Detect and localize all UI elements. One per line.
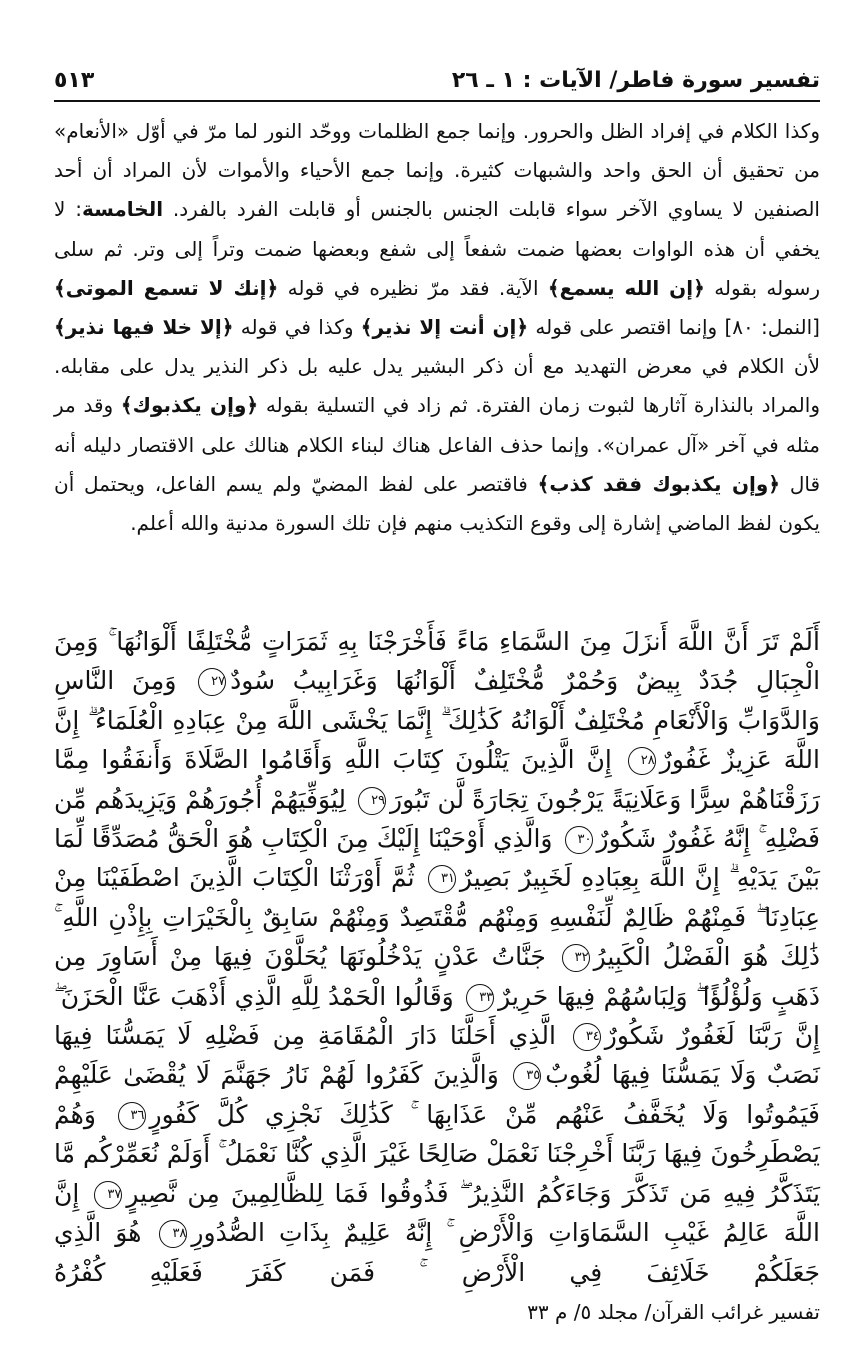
quran-quote: ﴿إن أنت إلا نذير﴾ [360, 315, 529, 340]
header-title: تفسير سورة فاطر/ الآيات : ١ ـ ٢٦ [451, 67, 820, 93]
verse-text: أَلَمْ تَرَ أَنَّ اللَّهَ أَنزَلَ مِنَ السَّمَاءِ مَاءً فَأَخْرَجْنَا بِهِ ثَمَرَاتٍ مُّخْتَلِفًا أَلْوَانُهَا ۚ وَمِنَ الْجِبَالِ جُدَدٌ بِيضٌ وَحُمْرٌ مُّخْتَلِفٌ أَلْوَانُهَا وَغَرَابِيبُ سُودٌ [54, 627, 821, 696]
verse-number-marker: ٣٥ [513, 1062, 541, 1090]
verse-number-marker: ٣٧ [94, 1181, 122, 1209]
verse-number-marker: ٢٩ [358, 787, 386, 815]
section-label-fifth: الخامسة [81, 197, 164, 222]
verse-text: إِنَّ اللَّهَ عَالِمُ غَيْبِ السَّمَاوَاتِ وَالْأَرْضِ ۚ إِنَّهُ عَلِيمٌ بِذَاتِ الصُّدُورِ [54, 1178, 820, 1248]
commentary-segment: [النمل: ٨٠] وإنما اقتصر على قوله [528, 315, 820, 340]
verse-text: وَمِنَ النَّاسِ وَالدَّوَابِّ وَالْأَنْعَامِ مُخْتَلِفٌ أَلْوَانُهُ كَذَٰلِكَ ۗ إِنَّمَا يَخْشَى اللَّهَ مِنْ عِبَادِهِ الْعُلَمَاءُ ۗ إِنَّ اللَّهَ عَزِيزٌ غَفُورٌ [54, 666, 820, 775]
verse-text: جَنَّاتُ عَدْنٍ يَدْخُلُونَهَا يُحَلَّوْنَ فِيهَا مِنْ أَسَاوِرَ مِن ذَهَبٍ وَلُؤْلُؤًا ۖ وَلِبَاسُهُمْ فِيهَا حَرِيرٌ [54, 942, 820, 1011]
verse-text: وَالَّذِي أَوْحَيْنَا إِلَيْكَ مِنَ الْكِتَابِ هُوَ الْحَقُّ مُصَدِّقًا لِّمَا بَيْنَ يَدَيْهِ ۗ إِنَّ اللَّهَ بِعِبَادِهِ لَخَبِيرٌ بَصِيرٌ [54, 824, 820, 893]
verse-number-marker: ٣٨ [159, 1220, 187, 1248]
commentary-segment: وقد مر مثله في آخر «آل عمران». وإنما حذف الفاعل هناك لبناء الكلام هنالك على الاقتصار دليله أنه قال [54, 393, 821, 496]
commentary-segment: : لا يخفي أن هذه الواوات بعضها ضمت شفعاً إلى شفع وبعضها ضمت وتراً إلى وتر. ثم سلى رسوله بقوله [54, 197, 820, 300]
footer-signature: تفسير غرائب القرآن/ مجلد ٥/ م ٣٣ [527, 1300, 820, 1324]
verse-number-marker: ٢٨ [628, 747, 656, 775]
commentary-segment: وكذا في قوله [233, 315, 361, 340]
verse-number-marker: ٢٧ [198, 668, 226, 696]
verse-text: وَهُمْ يَصْطَرِخُونَ فِيهَا رَبَّنَا أَخْرِجْنَا نَعْمَلْ صَالِحًا غَيْرَ الَّذِي كُنَّا نَعْمَلُ ۚ أَوَلَمْ نُعَمِّرْكُم مَّا يَتَذَكَّرُ فِيهِ مَن تَذَكَّرَ وَجَاءَكُمُ النَّذِيرُ ۖ فَذُوقُوا فَمَا لِلظَّالِمِينَ مِن نَّصِيرٍ [54, 1099, 820, 1208]
verse-number-marker: ٣٢ [562, 944, 590, 972]
verse-text: هُوَ الَّذِي جَعَلَكُمْ خَلَائِفَ فِي الْأَرْضِ ۚ فَمَن كَفَرَ فَعَلَيْهِ كُفْرُهُ [54, 1218, 820, 1287]
verse-text: إِنَّ الَّذِينَ يَتْلُونَ كِتَابَ اللَّهِ وَأَقَامُوا الصَّلَاةَ وَأَنفَقُوا مِمَّا رَزَقْنَاهُمْ سِرًّا وَعَلَانِيَةً يَرْجُونَ تِجَارَةً لَّن تَبُورَ [54, 745, 820, 814]
verse-number-marker: ٣٣ [466, 984, 494, 1012]
verse-text: وَالَّذِينَ كَفَرُوا لَهُمْ نَارُ جَهَنَّمَ لَا يُقْضَىٰ عَلَيْهِمْ فَيَمُوتُوا وَلَا يُخَفَّفُ عَنْهُم مِّنْ عَذَابِهَا ۚ كَذَٰلِكَ نَجْزِي كُلَّ كَفُورٍ [54, 1060, 820, 1129]
commentary-segment: فاقتصر على لفظ المضيّ ولم يسم الفاعل، ويحتمل أن يكون لفظ الماضي إشارة إلى وقوع التكذيب منهم فإن تلك السورة مدنية والله أعلم. [54, 471, 820, 536]
quran-quote: ﴿وإن يكذبوك فقد كذب﴾ [537, 471, 781, 496]
quran-verses [54, 622, 820, 1292]
header-rule [54, 100, 820, 102]
verse-number-marker: ٣٦ [118, 1102, 146, 1130]
commentary-text [54, 112, 820, 543]
running-header [54, 62, 820, 98]
quran-quote: ﴿إلا خلا فيها نذير﴾ [54, 315, 234, 340]
commentary-segment: الآية. فقد مرّ نظيره في قوله [278, 275, 548, 300]
quran-quote: ﴿إن الله يسمع﴾ [547, 275, 705, 300]
commentary-paragraph-1: وكذا الكلام في إفراد الظل والحرور. وإنما جمع الظلمات ووحّد النور لما مرّ في أوّل «الأنعام» من تحقيق أن الحق واحد والشبهات كثيرة. وإنما جمع الأحياء والأموات لأن المراد أن أحد الصنفين لا يساوي الآخر سواء قابلت الجنس بالجنس أو قابلت الفرد بالفرد. [54, 119, 820, 222]
verse-number-marker: ٣٤ [573, 1023, 601, 1051]
verse-text: وَقَالُوا الْحَمْدُ لِلَّهِ الَّذِي أَذْهَبَ عَنَّا الْحَزَنَ ۖ إِنَّ رَبَّنَا لَغَفُورٌ شَكُورٌ [54, 981, 821, 1051]
page-number: ٥١٣ [54, 67, 95, 93]
verse-number-marker: ٣٠ [565, 826, 593, 854]
commentary-segment: لأن الكلام في معرض التهديد مع أن ذكر البشير يدل عليه بل ذكر النذير يدل على مقابله. والمراد بالنذارة آثارها لثبوت زمان الفترة. ثم زاد في التسلية بقوله [54, 354, 820, 418]
quran-quote: ﴿إنك لا تسمع الموتى﴾ [54, 275, 279, 300]
quran-quote: ﴿وإن يكذبوك﴾ [120, 393, 259, 418]
verse-text: الَّذِي أَحَلَّنَا دَارَ الْمُقَامَةِ مِن فَضْلِهِ لَا يَمَسُّنَا فِيهَا نَصَبٌ وَلَا يَمَسُّنَا فِيهَا لُغُوبٌ [54, 1021, 820, 1090]
verse-number-marker: ٣١ [428, 865, 456, 893]
verse-text: ثُمَّ أَوْرَثْنَا الْكِتَابَ الَّذِينَ اصْطَفَيْنَا مِنْ عِبَادِنَا ۖ فَمِنْهُمْ ظَالِمٌ لِّنَفْسِهِ وَمِنْهُم مُّقْتَصِدٌ وَمِنْهُمْ سَابِقٌ بِالْخَيْرَاتِ بِإِذْنِ اللَّهِ ۚ ذَٰلِكَ هُوَ الْفَضْلُ الْكَبِيرُ [54, 863, 820, 972]
verse-text: لِيُوَفِّيَهُمْ أُجُورَهُمْ وَيَزِيدَهُم مِّن فَضْلِهِ ۚ إِنَّهُ غَفُورٌ شَكُورٌ [54, 784, 820, 854]
